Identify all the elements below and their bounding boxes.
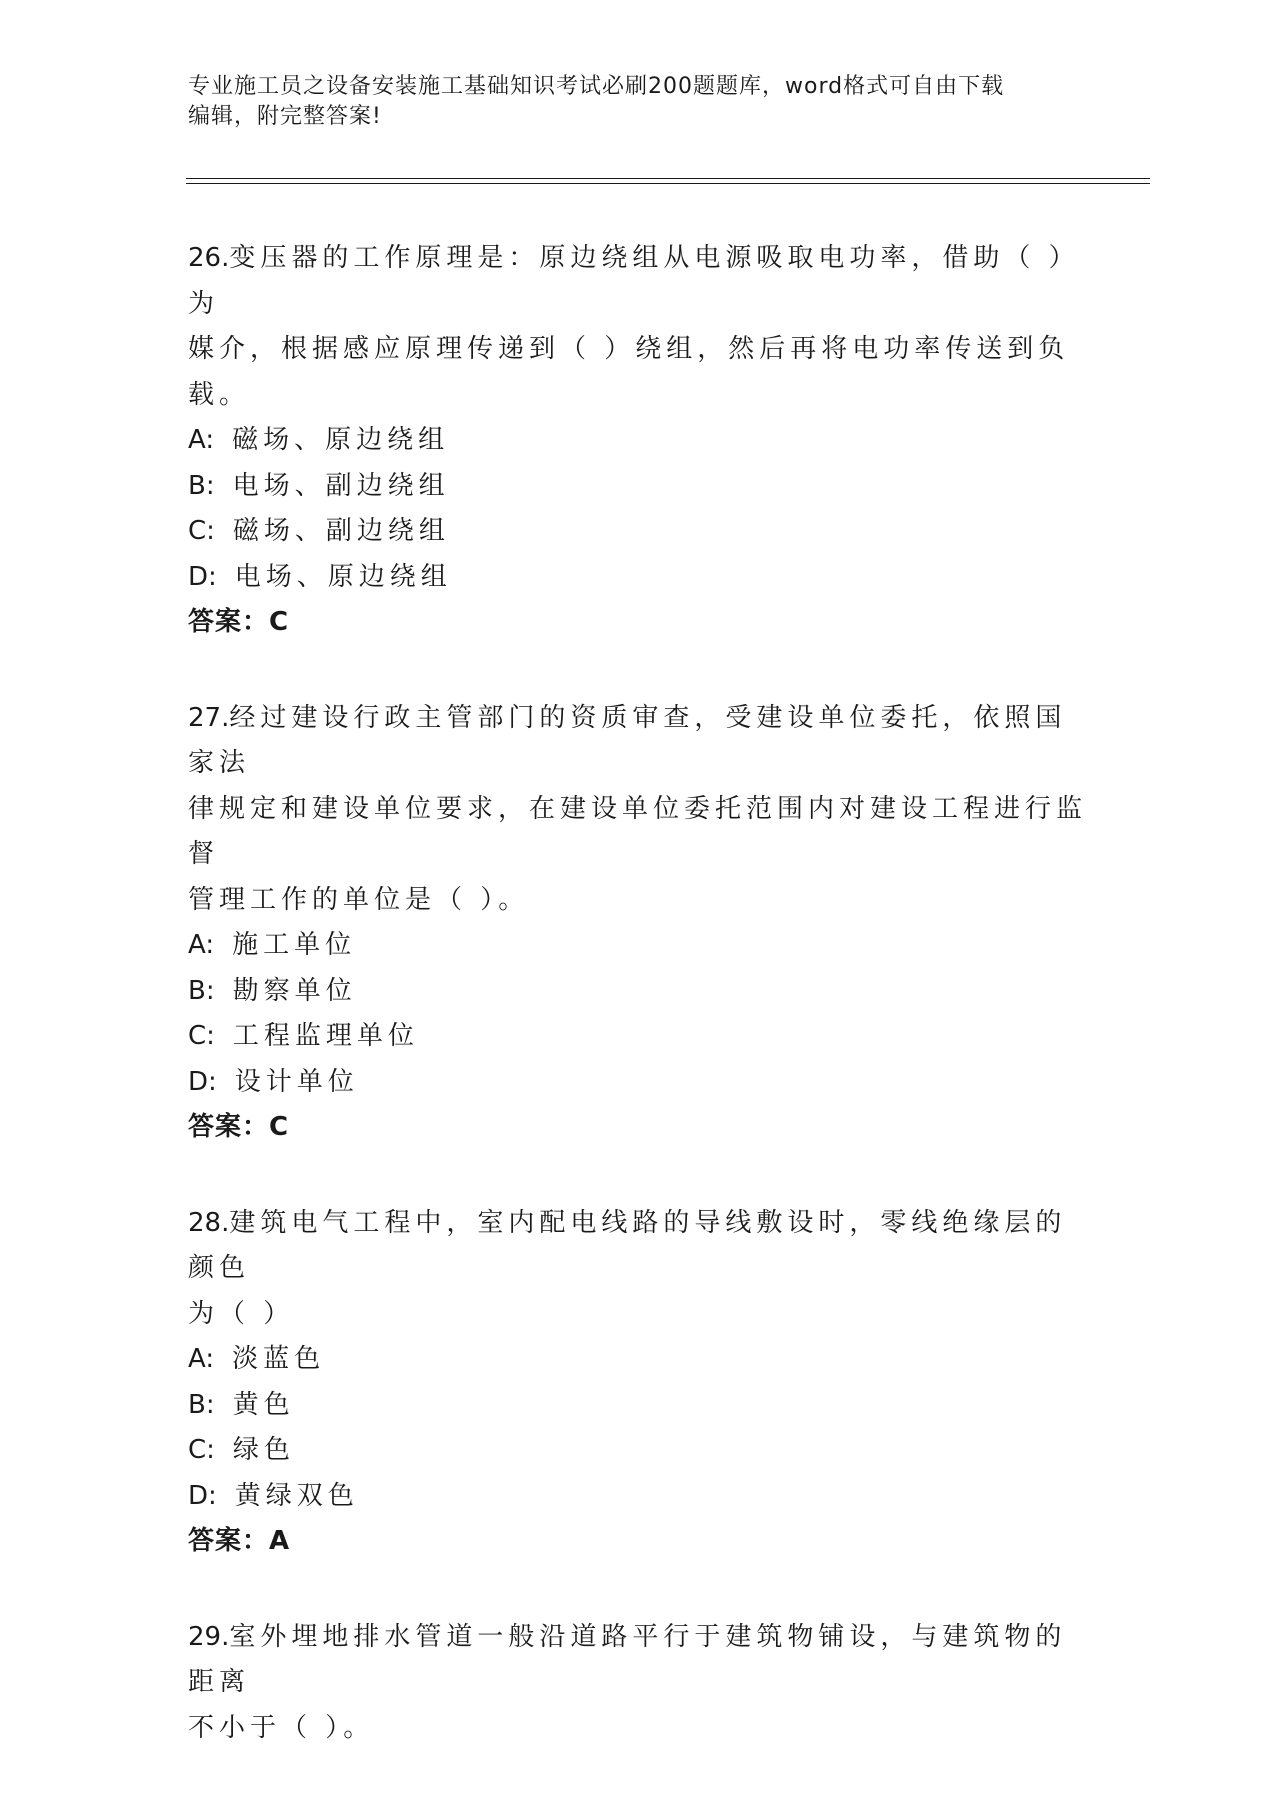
question-text-line bbox=[188, 1201, 1088, 1292]
question-26 bbox=[188, 236, 1088, 646]
answer-option bbox=[188, 418, 1088, 464]
question-text: 为（ ） bbox=[188, 1298, 295, 1329]
question-list bbox=[188, 236, 1088, 1801]
question-text: 室外埋地排水管道一般沿道路平行于建筑物铺设，与建筑物的距离 bbox=[188, 1621, 1067, 1697]
option-label: C: bbox=[188, 1435, 215, 1465]
question-number: 26. bbox=[188, 243, 230, 273]
question-number: 28. bbox=[188, 1207, 230, 1238]
option-text: 黄绿双色 bbox=[234, 1480, 359, 1511]
answer-option bbox=[188, 509, 1088, 555]
answer-option bbox=[188, 464, 1088, 510]
option-text: 电场、副边绕组 bbox=[232, 470, 450, 501]
answer-option bbox=[188, 1014, 1088, 1060]
answer-key: 答案：C bbox=[188, 1112, 290, 1142]
question-text: 变压器的工作原理是：原边绕组从电源吸取电功率，借助（ ）为 bbox=[188, 243, 1080, 319]
question-text-line bbox=[188, 236, 1088, 327]
option-text: 黄色 bbox=[232, 1389, 295, 1420]
question-text-line bbox=[188, 878, 1088, 924]
question-27 bbox=[188, 696, 1088, 1151]
option-text: 设计单位 bbox=[234, 1066, 359, 1097]
answer-option bbox=[188, 1060, 1088, 1106]
header-divider-bottom bbox=[186, 183, 1150, 184]
question-text-line bbox=[188, 1615, 1088, 1706]
answer-option bbox=[188, 1337, 1088, 1383]
answer-key: 答案：A bbox=[188, 1526, 291, 1556]
question-text: 经过建设行政主管部门的资质审查，受建设单位委托，依照国家法 bbox=[188, 702, 1067, 778]
question-number: 29. bbox=[188, 1621, 230, 1652]
option-label: D: bbox=[188, 1480, 217, 1511]
option-text: 磁场、副边绕组 bbox=[232, 516, 450, 546]
option-text: 施工单位 bbox=[232, 930, 357, 960]
answer-option bbox=[188, 1474, 1088, 1520]
question-text-line bbox=[188, 696, 1088, 787]
question-text: 律规定和建设单位要求，在建设单位委托范围内对建设工程进行监督 bbox=[188, 793, 1088, 869]
answer-option bbox=[188, 1428, 1088, 1474]
header-line-1: 专业施工员之设备安装施工基础知识考试必刷200题题库，word格式可自由下载 bbox=[188, 74, 1005, 99]
option-label: B: bbox=[188, 975, 215, 1006]
option-label: A: bbox=[188, 930, 215, 960]
document-header bbox=[188, 72, 1088, 132]
question-text-line bbox=[188, 787, 1088, 878]
option-label: D: bbox=[188, 561, 217, 592]
question-text-line bbox=[188, 1292, 1088, 1338]
option-label: A: bbox=[188, 425, 215, 455]
option-label: B: bbox=[188, 1389, 215, 1420]
question-29 bbox=[188, 1615, 1088, 1752]
question-text: 管理工作的单位是（ ）。 bbox=[188, 884, 530, 915]
question-28 bbox=[188, 1201, 1088, 1565]
answer-option bbox=[188, 923, 1088, 969]
question-text-line bbox=[188, 327, 1088, 418]
option-label: B: bbox=[188, 470, 215, 501]
option-label: A: bbox=[188, 1344, 215, 1374]
header-line-2: 编辑，附完整答案! bbox=[188, 104, 382, 129]
answer-key: 答案：C bbox=[188, 607, 290, 637]
answer-option bbox=[188, 969, 1088, 1015]
option-text: 淡蓝色 bbox=[232, 1344, 326, 1374]
option-label: C: bbox=[188, 516, 215, 546]
option-label: C: bbox=[188, 1021, 215, 1051]
option-text: 电场、原边绕组 bbox=[234, 561, 452, 592]
option-text: 勘察单位 bbox=[232, 975, 357, 1006]
option-text: 绿色 bbox=[232, 1435, 295, 1465]
header-divider-top bbox=[186, 178, 1150, 179]
option-text: 工程监理单位 bbox=[232, 1021, 419, 1051]
question-number: 27. bbox=[188, 702, 230, 733]
option-label: D: bbox=[188, 1066, 217, 1097]
answer-option bbox=[188, 555, 1088, 601]
question-text: 媒介，根据感应原理传递到（ ）绕组，然后再将电功率传送到负载。 bbox=[188, 334, 1070, 410]
answer-option bbox=[188, 1383, 1088, 1429]
question-text: 不小于（ ）。 bbox=[188, 1712, 375, 1743]
question-text-line bbox=[188, 1706, 1088, 1752]
question-text: 建筑电气工程中，室内配电线路的导线敷设时，零线绝缘层的颜色 bbox=[188, 1207, 1067, 1283]
option-text: 磁场、原边绕组 bbox=[232, 425, 450, 455]
